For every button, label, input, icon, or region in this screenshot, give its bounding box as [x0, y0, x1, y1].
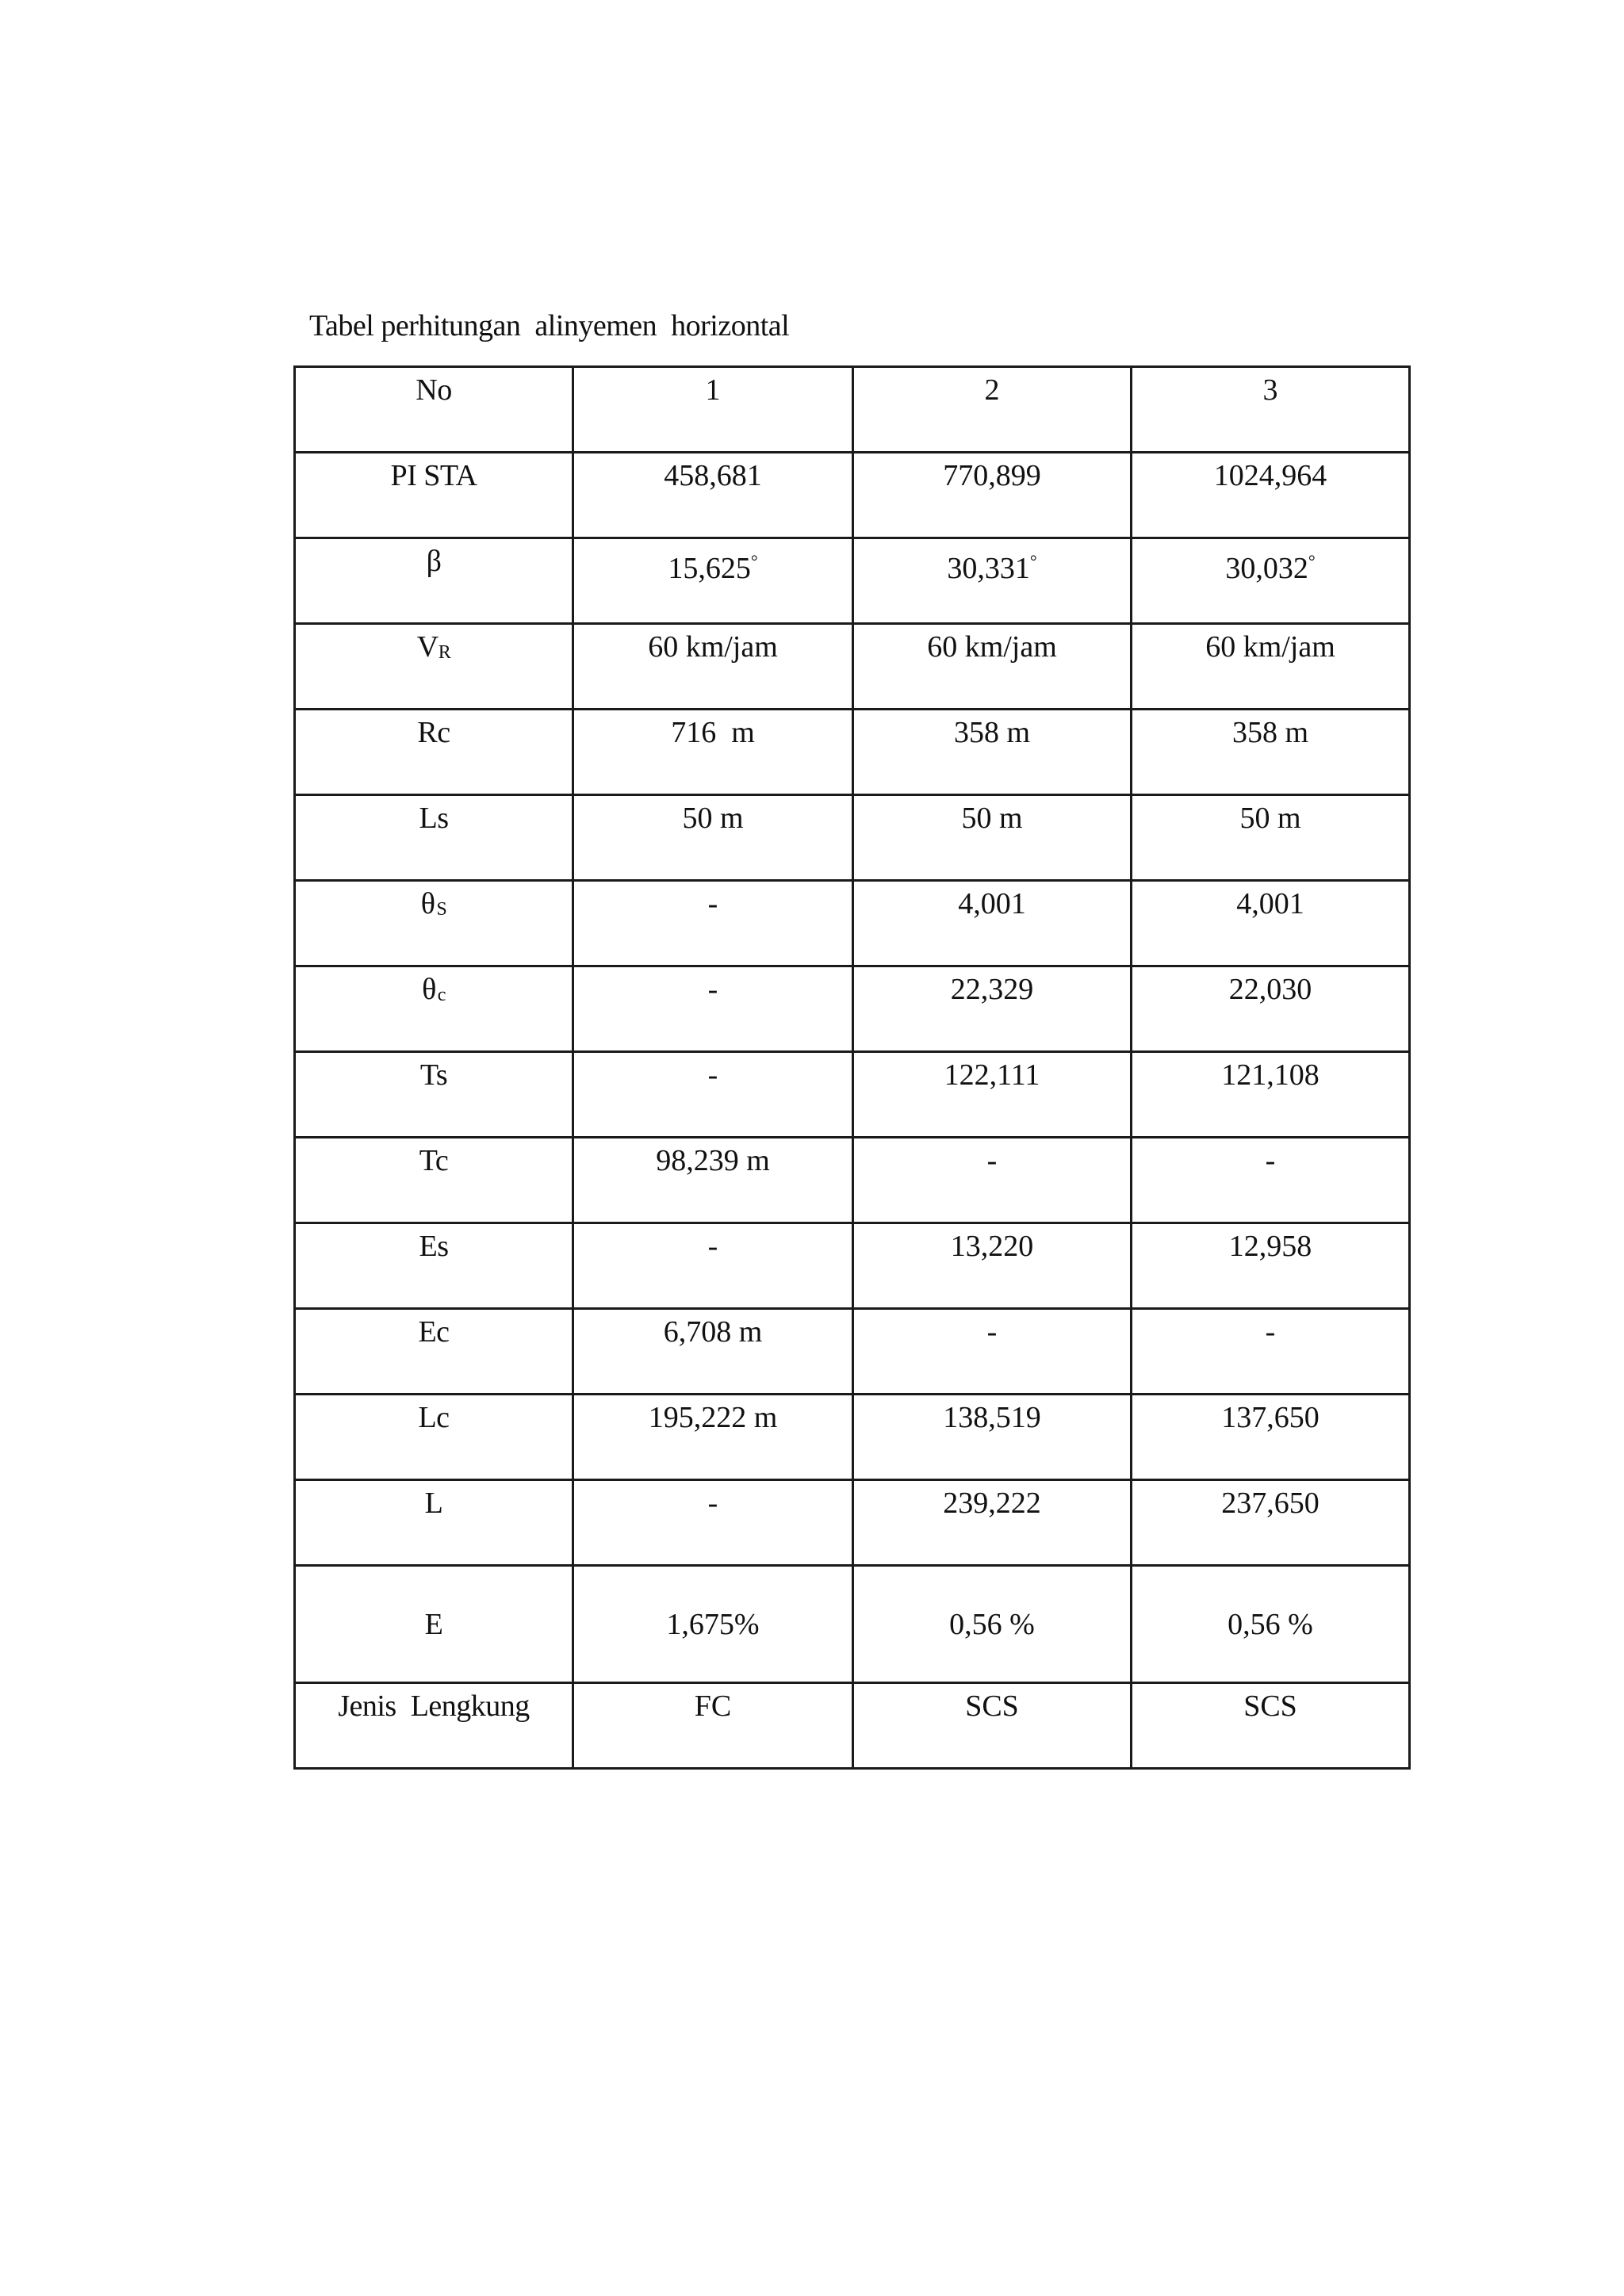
table-cell: 4,001	[1132, 881, 1410, 966]
table-cell	[573, 538, 853, 624]
table-cell: 50 m	[1132, 795, 1410, 881]
row-label: Rc	[295, 710, 573, 795]
horizontal-alignment-table	[293, 365, 1411, 1770]
row-label: Es	[295, 1223, 573, 1309]
table-cell: 6,708 m	[573, 1309, 853, 1395]
row-label: β	[295, 538, 573, 624]
table-row-ts	[295, 1052, 1410, 1138]
table-cell: 60 km/jam	[853, 624, 1132, 710]
table-cell: SCS	[1132, 1683, 1410, 1769]
degree-symbol: °	[1029, 551, 1037, 571]
table-cell: SCS	[853, 1683, 1132, 1769]
table-cell: -	[573, 966, 853, 1052]
row-label-subscript: R	[438, 642, 451, 663]
header-cell-no: No	[295, 367, 573, 453]
row-label	[295, 624, 573, 710]
table-row-l	[295, 1480, 1410, 1566]
row-label: Tc	[295, 1138, 573, 1223]
table-cell: 13,220	[853, 1223, 1132, 1309]
table-cell: 0,56 %	[853, 1566, 1132, 1683]
row-label: Jenis Lengkung	[295, 1683, 573, 1769]
table-cell: 237,650	[1132, 1480, 1410, 1566]
table-row-tc	[295, 1138, 1410, 1223]
row-label	[295, 966, 573, 1052]
table-cell: 50 m	[573, 795, 853, 881]
row-label-main: θ	[422, 973, 436, 1006]
table-cell: 770,899	[853, 453, 1132, 538]
row-label: Ts	[295, 1052, 573, 1138]
degree-symbol: °	[750, 551, 758, 571]
table-cell: 138,519	[853, 1395, 1132, 1480]
row-label-subscript: S	[436, 899, 447, 920]
table-cell: 195,222 m	[573, 1395, 853, 1480]
table-cell: 12,958	[1132, 1223, 1410, 1309]
row-label-main: V	[416, 630, 439, 664]
table-cell: 60 km/jam	[1132, 624, 1410, 710]
table-row-jenis-lengkung	[295, 1683, 1410, 1769]
row-label-subscript: c	[437, 985, 446, 1005]
table-row-lc	[295, 1395, 1410, 1480]
table-cell: 22,329	[853, 966, 1132, 1052]
header-cell-1: 1	[573, 367, 853, 453]
table-caption: Tabel perhitungan alinyemen horizontal	[309, 309, 790, 342]
table-cell: 22,030	[1132, 966, 1410, 1052]
table-cell: 1,675%	[573, 1566, 853, 1683]
table-cell: 0,56 %	[1132, 1566, 1410, 1683]
table-cell: 60 km/jam	[573, 624, 853, 710]
table-header-row	[295, 367, 1410, 453]
table-row-e	[295, 1566, 1410, 1683]
table-row-theta-s	[295, 881, 1410, 966]
table-cell: -	[853, 1309, 1132, 1395]
row-label: Ls	[295, 795, 573, 881]
table-cell: -	[573, 1480, 853, 1566]
table-cell: 4,001	[853, 881, 1132, 966]
row-label-main: θ	[420, 887, 435, 920]
table-row-theta-c	[295, 966, 1410, 1052]
table-cell: 358 m	[853, 710, 1132, 795]
table-cell: 458,681	[573, 453, 853, 538]
cell-value: 30,032	[1225, 552, 1308, 585]
cell-value: 15,625	[668, 552, 751, 585]
row-label: PI STA	[295, 453, 573, 538]
cell-value: 30,331	[947, 552, 1030, 585]
table-cell: -	[573, 1223, 853, 1309]
table-row-es	[295, 1223, 1410, 1309]
table-cell: 1024,964	[1132, 453, 1410, 538]
table-row-ls	[295, 795, 1410, 881]
table-cell: -	[573, 881, 853, 966]
table-cell: 122,111	[853, 1052, 1132, 1138]
table-cell: 50 m	[853, 795, 1132, 881]
table-cell: 121,108	[1132, 1052, 1410, 1138]
row-label: Ec	[295, 1309, 573, 1395]
table-cell: 98,239 m	[573, 1138, 853, 1223]
table-cell: 137,650	[1132, 1395, 1410, 1480]
table-row-ec	[295, 1309, 1410, 1395]
table-row-vr	[295, 624, 1410, 710]
row-label: E	[295, 1566, 573, 1683]
table-row-beta	[295, 538, 1410, 624]
table-cell	[1132, 538, 1410, 624]
table-cell: 716 m	[573, 710, 853, 795]
header-cell-2: 2	[853, 367, 1132, 453]
row-label	[295, 881, 573, 966]
table-cell	[853, 538, 1132, 624]
table-cell: -	[1132, 1309, 1410, 1395]
row-label: Lc	[295, 1395, 573, 1480]
header-cell-3: 3	[1132, 367, 1410, 453]
table-cell: -	[1132, 1138, 1410, 1223]
table-cell: 239,222	[853, 1480, 1132, 1566]
row-label: L	[295, 1480, 573, 1566]
table-cell: -	[853, 1138, 1132, 1223]
degree-symbol: °	[1308, 551, 1316, 571]
table-cell: FC	[573, 1683, 853, 1769]
table-row-rc	[295, 710, 1410, 795]
table-cell: 358 m	[1132, 710, 1410, 795]
table-cell: -	[573, 1052, 853, 1138]
table-row-pi-sta	[295, 453, 1410, 538]
